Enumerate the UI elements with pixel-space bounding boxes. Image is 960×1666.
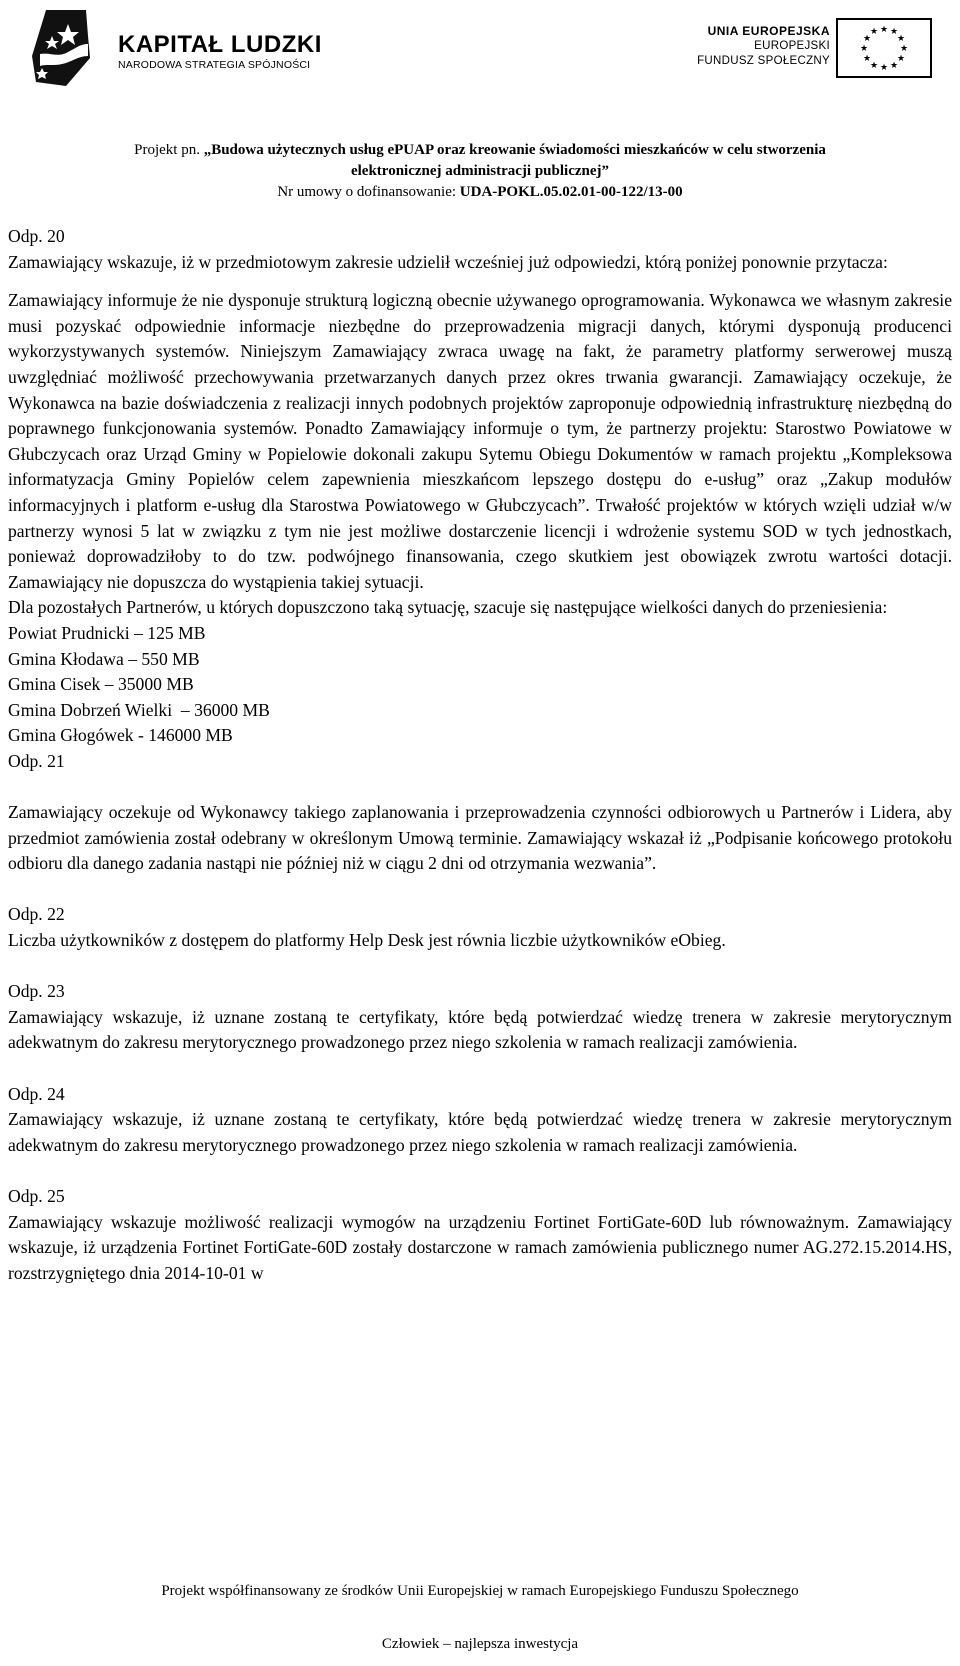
section-heading: Odp. 25 — [8, 1185, 65, 1206]
contract-number: UDA-POKL.05.02.01-00-122/13-00 — [459, 184, 683, 200]
paragraph: Zamawiający oczekuje od Wykonawcy takiego zaplanowania i przeprowadzenia czynności odbiorowych u Partnerów i Lidera, aby przedmiot zamówienia został odebrany w określonym Umową terminie. Zamawiający wskazał iż „Podpisanie końcowego protokołu odbioru dla danego zadania nastąpi nie później niż w ciągu 2 dni od otrzymania wezwania”. — [8, 802, 952, 874]
svg-text:★: ★ — [879, 63, 889, 73]
svg-text:★: ★ — [889, 27, 899, 37]
kapital-ludzki-emblem-icon — [28, 6, 108, 90]
section-heading: Odp. 22 — [8, 904, 65, 925]
project-title-part-1: „Budowa użytecznych usług ePUAP oraz kreowanie świadomości mieszkańców w celu stworzenia — [203, 142, 826, 158]
paragraph: Zamawiający wskazuje, iż uznane zostaną te certyfikaty, które będą potwierdzać wiedzę trenera w zakresie merytorycznym adekwatnym do zakresu merytorycznego prowadzonego przez niego szkolenia w ramach realizacji zamówienia. — [8, 1006, 952, 1053]
eu-flag-icon — [836, 18, 932, 78]
footer-line-2: Człowiek – najlepsza inwestycja — [381, 1636, 579, 1652]
contract-label: Nr umowy o dofinansowanie: — [277, 184, 460, 200]
eu-line-3: FUNDUSZ SPOŁECZNY — [697, 55, 830, 67]
paragraph: Zamawiający informuje że nie dysponuje strukturą logiczną obecnie używanego oprogramowania. Wykonawca we własnym zakresie musi pozyskać odpowiednie informacje niezbędne do przeprowadzenia migracji danych, którymi dysponują producenci wykorzystywanych systemów. Niniejszym Zamawiający zwraca uwagę na fakt, że parametry platformy serwerowej muszą uwzględniać możliwość przechowywania przetwarzanych danych przez okres trwania gwarancji. Zamawiający oczekuje, że Wykonawca na bazie doświadczenia z realizacji innych podobnych projektów zaproponuje odpowiednią infrastrukturę niezbędną do poprawnego funkcjonowania systemów. Ponadto Zamawiający informuje o tym, że partnerzy projektu: Starostwo Powiatowe w Głubczycach oraz Urząd Gminy w Popielowie dokonali zakupu Sytemu Obiegu Dokumentów w ramach projektu „Kompleksowa informatyzacja Gminy Popielów celem zapewnienia mieszkańcom lepszego dostępu do e-usług” oraz „Zakup modułów informacyjnych i platform e-usług dla Starostwa Powiatowego w Głubczycach”. Trwałość projektów w których wzięli udział w/w partnerzy wynosi 5 lat w związku z tym nie jest możliwe dostarczenie licencji i wdrożenie systemu SOD w tych jednostkach, ponieważ doprowadziłoby to do tzw. podwójnego finansowania, czego skutkiem jest obowiązek zwrotu wartości dotacji. Zamawiający nie dopuszcza do wystąpienia takiej sytuacji. — [8, 290, 952, 592]
svg-text:★: ★ — [859, 44, 869, 54]
svg-text:★: ★ — [896, 34, 906, 44]
project-title-part-2: elektronicznej administracji publicznej” — [350, 163, 610, 179]
paragraph: Zamawiający wskazuje, iż uznane zostaną te certyfikaty, które będą potwierdzać wiedzę trenera w zakresie merytorycznym adekwatnym do zakresu merytorycznego prowadzonego przez niego szkolenia w ramach realizacji zamówienia. — [8, 1109, 952, 1155]
eu-logo — [680, 18, 935, 78]
svg-text:★: ★ — [899, 44, 909, 54]
section-heading: Odp. 23 — [8, 981, 65, 1002]
footer-line-1: Projekt współfinansowany ze środków Unii Europejskiej w ramach Europejskiego Funduszu Społecznego — [161, 1583, 799, 1599]
paragraph: Zamawiający wskazuje, iż w przedmiotowym zakresie udzielił wcześniej już odpowiedzi, którą poniżej ponownie przytacza: — [8, 251, 888, 272]
svg-text:★: ★ — [889, 61, 899, 71]
project-info — [0, 140, 960, 203]
kapital-ludzki-subtitle: NARODOWA STRATEGIA SPÓJNOŚCI — [118, 59, 311, 71]
list-item: Gmina Cisek – 35000 MB — [8, 674, 194, 695]
document-body — [8, 224, 952, 1286]
project-prefix: Projekt pn. — [134, 142, 204, 158]
svg-text:★: ★ — [879, 25, 889, 35]
eu-line-1: UNIA EUROPEJSKA — [707, 24, 830, 38]
svg-text:★: ★ — [896, 54, 906, 64]
section-heading: Odp. 21 — [8, 750, 65, 771]
paragraph: Liczba użytkowników z dostępem do platformy Help Desk jest równia liczbie użytkowników eObieg. — [8, 930, 726, 951]
svg-text:★: ★ — [869, 61, 879, 71]
project-title-line-2 — [0, 161, 960, 182]
svg-text:★: ★ — [862, 54, 872, 64]
list-item: Gmina Dobrzeń Wielki – 36000 MB — [8, 699, 270, 720]
project-title-line-1 — [0, 140, 960, 161]
paragraph: Dla pozostałych Partnerów, u których dopuszczono taką sytuację, szacuje się następujące wielkości danych do przeniesienia: — [8, 597, 888, 618]
section-heading: Odp. 20 — [8, 226, 65, 246]
contract-line — [0, 182, 960, 203]
paragraph: Zamawiający wskazuje możliwość realizacji wymogów na urządzeniu Fortinet FortiGate-60D lub równoważnym. Zamawiający wskazuje, iż urządzenia Fortinet FortiGate-60D zostały dostarczone w ramach zamówienia publicznego numer AG.272.15.2014.HS, rozstrzygniętego dnia 2014-10-01 w — [8, 1211, 952, 1283]
svg-text:★: ★ — [869, 27, 879, 37]
list-item: Gmina Kłodawa – 550 MB — [8, 648, 200, 669]
kapital-ludzki-logo — [28, 6, 358, 94]
svg-text:★: ★ — [862, 34, 872, 44]
list-item: Gmina Głogówek - 146000 MB — [8, 725, 233, 746]
kapital-ludzki-title: KAPITAŁ LUDZKI — [118, 31, 322, 58]
section-heading: Odp. 24 — [8, 1083, 65, 1104]
eu-line-2: EUROPEJSKI — [754, 40, 830, 52]
list-item: Powiat Prudnicki – 125 MB — [8, 622, 206, 643]
